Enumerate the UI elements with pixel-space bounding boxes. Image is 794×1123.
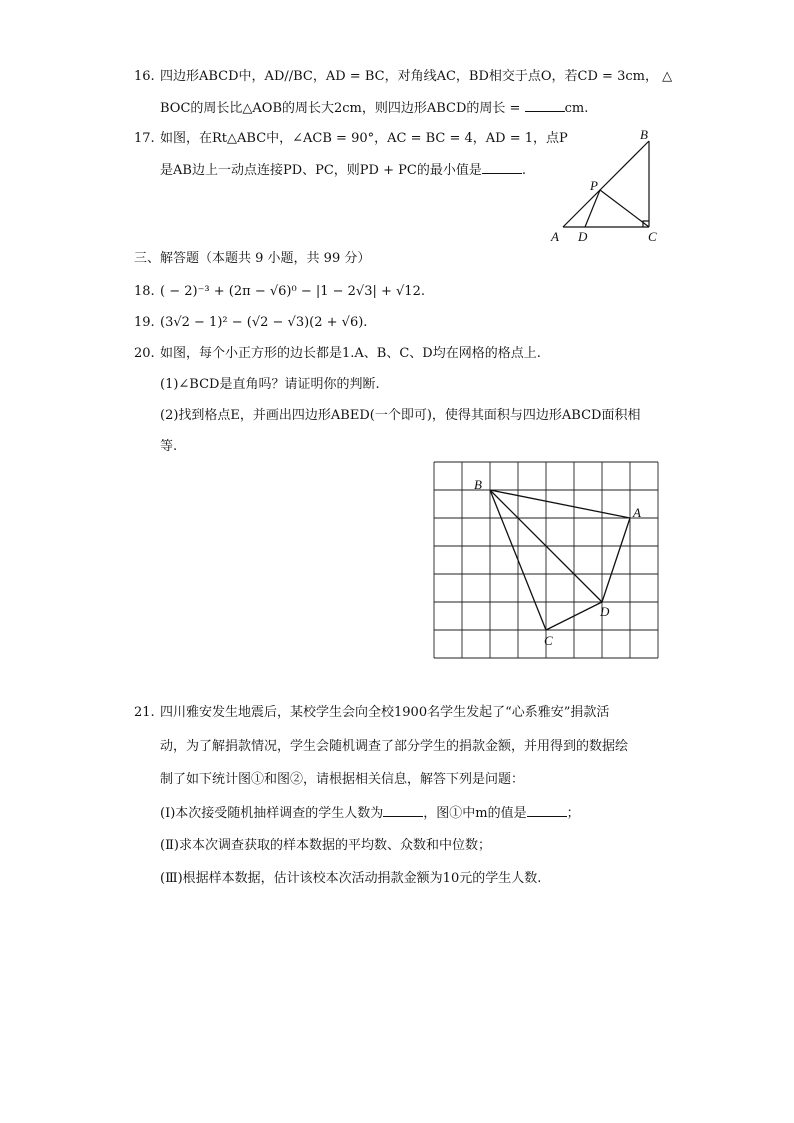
label-d: D — [578, 229, 588, 244]
question-number: 21. — [134, 705, 155, 720]
question-number: 18. — [134, 284, 155, 299]
label-b: B — [474, 477, 482, 492]
math-expression: (3√2 − 1)² − (√2 − √3)(2 + √6). — [160, 315, 368, 330]
sub-question-1-c: ； — [566, 806, 580, 821]
label-a: A — [551, 229, 559, 244]
label-b: B — [640, 127, 648, 142]
label-c: C — [648, 229, 657, 244]
segment-pc — [600, 190, 649, 227]
label-a: A — [633, 505, 641, 520]
sub-question-1: (1)∠BCD是直角吗？请证明你的判断. — [160, 377, 380, 392]
sub-question-1 — [160, 804, 580, 823]
answer-blank — [527, 804, 567, 817]
question-text-line2 — [160, 161, 526, 180]
question-text-line2 — [160, 99, 588, 118]
question-number: 20. — [134, 346, 155, 361]
sub-question-1-b: ，图①中m的值是 — [423, 806, 527, 821]
question-text-line2-b: . — [521, 163, 526, 178]
label-c: C — [544, 633, 553, 648]
question-text-line2-b: cm. — [564, 101, 589, 116]
section-heading: 三、解答题（本题共 9 小题，共 99 分） — [134, 251, 371, 266]
segment-pd — [585, 190, 600, 227]
sub-question-2: (Ⅱ)求本次调查获取的样本数据的平均数、众数和中位数； — [160, 838, 491, 853]
sub-question-1-a: (Ⅰ)本次接受随机抽样调查的学生人数为 — [160, 806, 384, 821]
sub-question-2-line2: 等. — [160, 439, 178, 454]
question-text-line2: 动，为了解捐款情况，学生会随机调查了部分学生的捐款金额，并用得到的数据绘 — [160, 739, 629, 754]
label-d: D — [600, 604, 610, 619]
segment-ba — [490, 490, 630, 518]
question-number: 19. — [134, 315, 155, 330]
question-number: 17. — [134, 131, 155, 146]
question-text-line1: 四川雅安发生地震后，某校学生会向全校1900名学生发起了“心系雅安”捐款活 — [160, 705, 610, 720]
side-ab — [563, 141, 649, 227]
question-text-line2-a: 是AB边上一动点连接PD、PC，则PD + PC的最小值是 — [160, 163, 482, 178]
question-text-line1: 四边形ABCD中，AD//BC，AD = BC，对角线AC，BD相交于点O，若CD = 3cm， △ — [160, 69, 673, 84]
question-text-line3: 制了如下统计图①和图②，请根据相关信息，解答下列是问题： — [160, 772, 525, 787]
answer-blank — [525, 99, 565, 112]
question-text-line1: 如图，在Rt△ABC中，∠ACB = 90°，AC = BC = 4，AD = 1，点P — [160, 131, 568, 146]
answer-blank — [383, 804, 423, 817]
answer-blank — [482, 161, 522, 174]
question-text-line2-a: BOC的周长比△AOB的周长大2cm，则四边形ABCD的周长 = — [160, 101, 525, 116]
segment-ad — [602, 518, 630, 602]
triangle-figure — [548, 124, 668, 246]
label-p: P — [590, 178, 598, 193]
sub-question-2-line1: (2)找到格点E，并画出四边形ABED(一个即可)，使得其面积与四边形ABCD面积相 — [160, 408, 641, 423]
grid-figure — [428, 456, 664, 668]
math-expression: ( − 2)⁻³ + (2π − √6)⁰ − |1 − 2√3| + √12. — [160, 284, 425, 299]
sub-question-3: (Ⅲ)根据样本数据，估计该校本次活动捐款金额为10元的学生人数. — [160, 871, 542, 886]
question-text-line1: 如图，每个小正方形的边长都是1.A、B、C、D均在网格的格点上. — [160, 346, 541, 361]
question-number: 16. — [134, 69, 155, 84]
